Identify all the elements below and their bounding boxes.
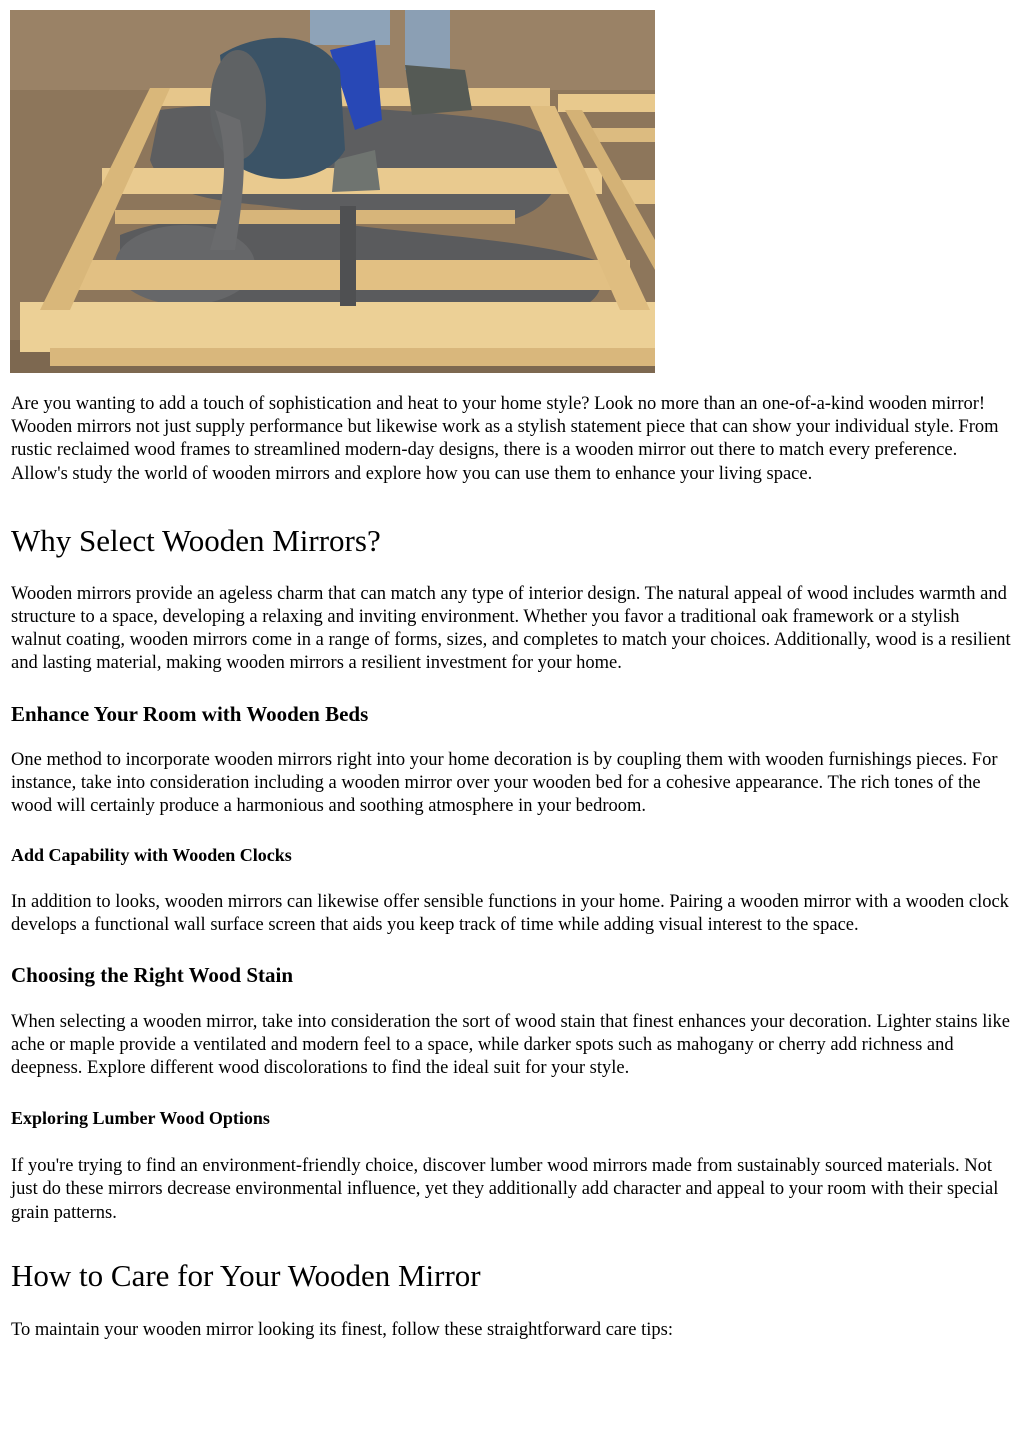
heading-why-select-wooden-mirrors: Why Select Wooden Mirrors? (11, 522, 381, 558)
article-content (11, 393, 1013, 1342)
paragraph-why-select-wooden-mirrors: Wooden mirrors provide an ageless charm that can match any type of interior design. The natural appeal of wood includes warmth and structure to a space, developing a relaxing and inviting environment. Whether you favor a traditional oak framework or a stylish walnut coating, wooden mirrors come in a range of forms, sizes, and completes to match your choices. Additionally, wood is a resilient and lasting material, making wooden mirrors a resilient investment for your home. (11, 583, 1011, 674)
intro-paragraph: Are you wanting to add a touch of sophistication and heat to your home style? Look no more than an one-of-a-kind wooden mirror! Wooden mirrors not just supply performance but likewise work as a stylish statement piece that can show your individual style. From rustic reclaimed wood frames to streamlined modern-day designs, there is a wooden mirror out there to match every preference. Allow's study the world of wooden mirrors and explore how you can use them to enhance your living space. (11, 394, 999, 484)
paragraph-wood-stain: When selecting a wooden mirror, take into consideration the sort of wood stain that finest enhances your decoration. Lighter stains like ache or maple provide a ventilated and modern feel to a space, while darker spots such as mahogany or cherry add richness and deepness. Explore different wood discolorations to find the ideal suit for your style. (11, 1011, 1010, 1079)
heading-care-wooden-mirror: How to Care for Your Wooden Mirror (11, 1257, 481, 1293)
heading-wooden-beds: Enhance Your Room with Wooden Beds (11, 701, 369, 726)
paragraph-wooden-beds: One method to incorporate wooden mirrors right into your home decoration is by coupling them with wooden furnishings pieces. For instance, take into consideration including a wooden mirror over your wooden bed for a cohesive appearance. The rich tones of the wood will certainly produce a harmonious and soothing atmosphere in your bedroom. (11, 749, 998, 817)
paragraph-care-wooden-mirror: To maintain your wooden mirror looking its finest, follow these straightforward care tips: (11, 1319, 673, 1340)
paragraph-lumber-wood: If you're trying to find an environment-friendly choice, discover lumber wood mirrors made from sustainably sourced materials. Not just do these mirrors decrease environmental influence, yet they additionally add character and appeal to your room with their special grain patterns. (11, 1156, 999, 1223)
heading-wooden-clocks: Add Capability with Wooden Clocks (11, 845, 292, 866)
paragraph-wooden-clocks: In addition to looks, wooden mirrors can likewise offer sensible functions in your home. Pairing a wooden mirror with a wooden clock develops a functional wall surface screen that aids you keep track of time while adding visual interest to the space. (11, 892, 1009, 936)
heading-wood-stain: Choosing the Right Wood Stain (11, 962, 294, 987)
hero-photo (10, 10, 655, 373)
heading-lumber-wood: Exploring Lumber Wood Options (11, 1108, 270, 1129)
concrete-pouring-photo-icon (10, 10, 655, 373)
